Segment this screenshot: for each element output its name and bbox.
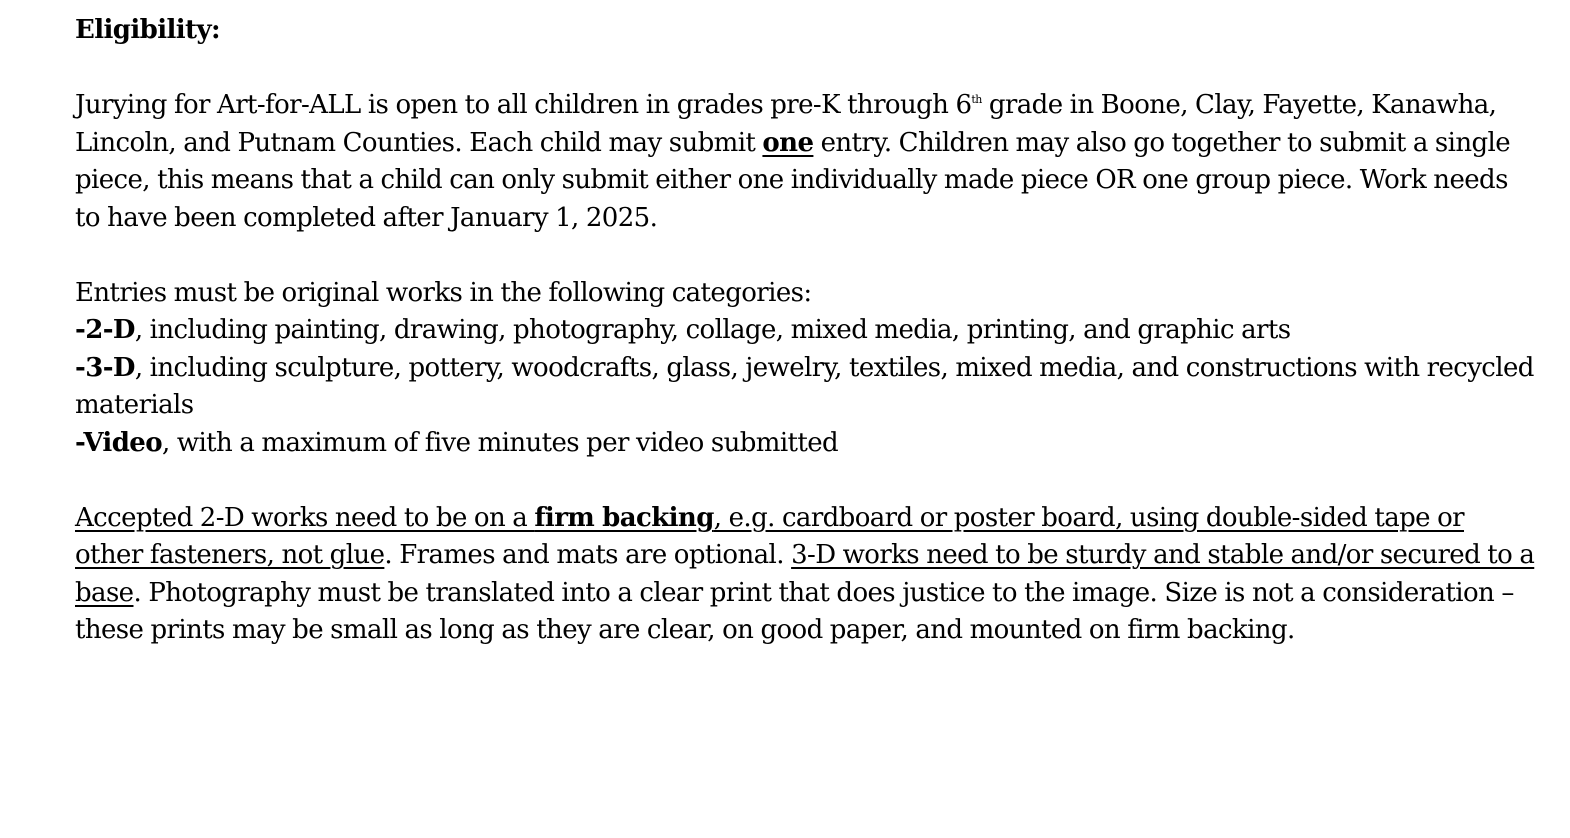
para1-text-1: Jurying for Art-for-ALL is open to all children in grades pre-K through 6	[75, 90, 972, 120]
frames-text: . Frames and mats are optional.	[384, 540, 792, 570]
firm-backing-emphasis: firm backing	[534, 502, 714, 533]
category-dash: -	[75, 352, 86, 383]
category-dash: -	[75, 315, 86, 345]
category-description: , with a maximum of five minutes per video submitted	[161, 427, 839, 458]
category-item-video	[75, 425, 1535, 463]
requirement-2d-start: Accepted 2-D works need to be on a	[75, 502, 535, 533]
category-description: , including sculpture, pottery, woodcrafts, glass, jewelry, textiles, mixed media, and constructions with recycled materials	[75, 352, 1534, 420]
requirements-paragraph	[75, 500, 1535, 650]
ordinal-superscript: th	[971, 93, 982, 106]
para1-text-3: entry. Children may also go together to submit a single piece, this means that a child can only submit either one individually made piece OR one group piece. Work needs to have been completed after January 1, 2025.	[75, 127, 1511, 233]
requirement-3d: 3-D works need to be sturdy and stable and/or secured to a base	[75, 540, 1535, 608]
category-name: 3-D	[85, 352, 135, 383]
eligibility-paragraph	[75, 87, 1535, 237]
category-name: Video	[83, 427, 162, 458]
para1-text-2: grade in Boone, Clay, Fayette, Kanawha, Lincoln, and Putnam Counties. Each child may submit	[75, 90, 1497, 158]
category-item-3d	[75, 350, 1535, 425]
requirement-2d-end: , e.g. cardboard or poster board, using double-sided tape or other fasteners, not glue	[75, 502, 1464, 570]
categories-intro: Entries must be original works in the following categories:	[75, 277, 812, 308]
paragraph-spacer	[75, 237, 1535, 275]
category-name: 2-D	[85, 315, 135, 345]
one-emphasis: one	[762, 127, 814, 158]
photography-text: . Photography must be translated into a clear print that does justice to the image. Size is not a consideration – these prints may be small as long as they are clear, on good paper, and mounted on firm backing.	[75, 577, 1514, 645]
document-body	[75, 12, 1535, 650]
eligibility-heading: Eligibility:	[75, 15, 220, 45]
paragraph-spacer	[75, 50, 1535, 88]
paragraph-spacer	[75, 462, 1535, 500]
category-dash: -	[75, 427, 84, 458]
category-description: , including painting, drawing, photography, collage, mixed media, printing, and graphic arts	[134, 315, 1291, 345]
category-item-2d	[75, 312, 1535, 350]
